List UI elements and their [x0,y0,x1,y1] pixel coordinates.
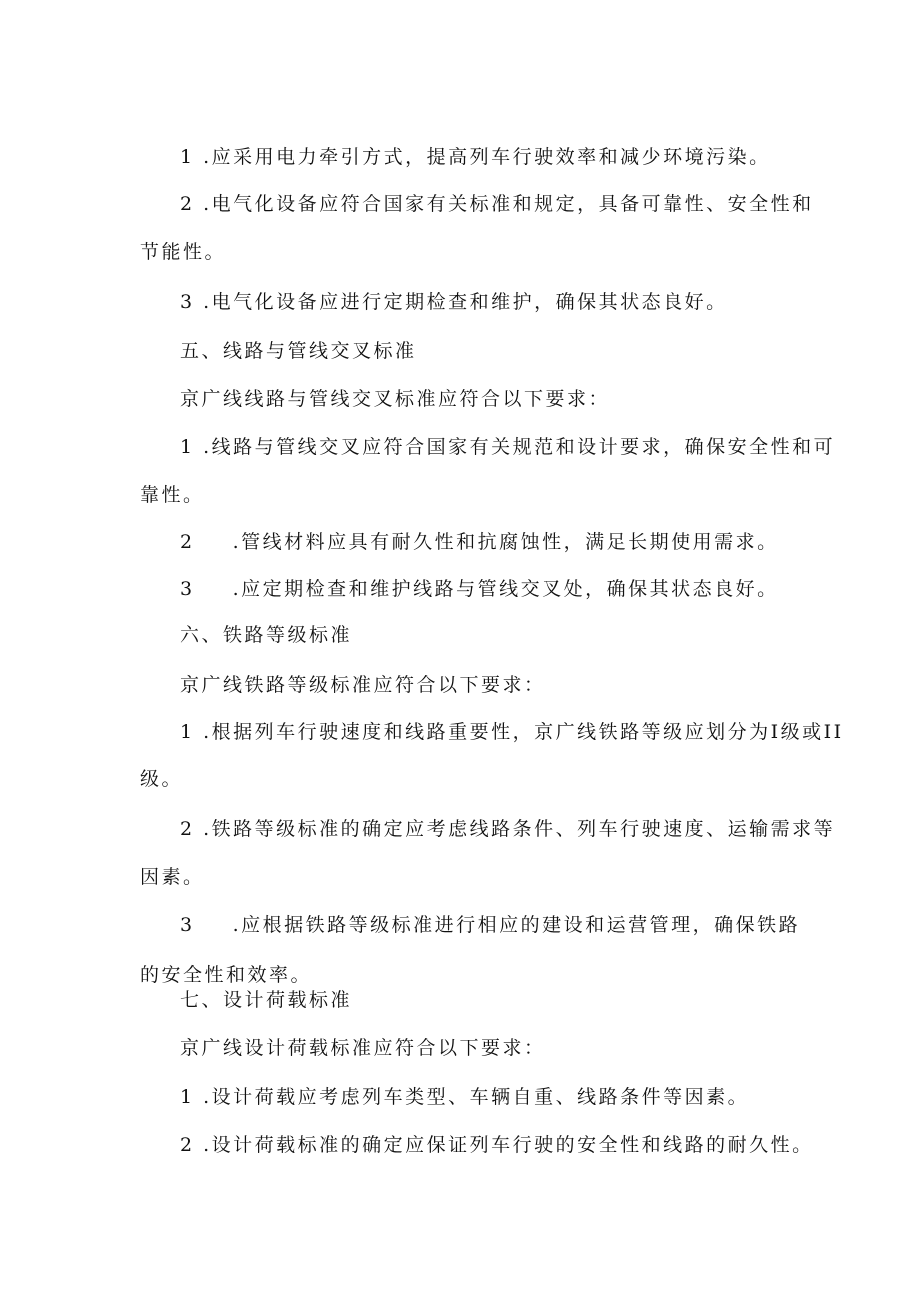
paragraph-electrical-equipment-maintenance: 3 .电气化设备应进行定期检查和维护，确保其状态良好。 [180,291,728,313]
item-number: 3 [180,578,195,600]
paragraph-railway-grade-classification-cont: 级。 [140,768,184,790]
section-heading-6: 六、铁路等级标准 [180,624,353,646]
paragraph-grade-management-cont: 的安全性和效率。 [140,964,313,986]
paragraph-railway-grade-classification: 1 .根据列车行驶速度和线路重要性，京广线铁路等级应划分为I级或II [180,721,844,743]
section-6-intro: 京广线铁路等级标准应符合以下要求： [180,674,546,696]
paragraph-grade-factors: 2 .铁路等级标准的确定应考虑线路条件、列车行驶速度、运输需求等 [180,818,836,840]
item-text: .管线材料应具有耐久性和抗腐蚀性，满足长期使用需求。 [232,531,779,553]
section-heading-5: 五、线路与管线交叉标准 [180,340,417,362]
paragraph-design-load-standard: 2 .设计荷载标准的确定应保证列车行驶的安全性和线路的耐久性。 [180,1134,814,1156]
paragraph-crossing-maintenance [180,577,779,601]
paragraph-pipeline-materials [180,530,779,554]
paragraph-electrical-equipment-standard: 2 .电气化设备应符合国家有关标准和规定，具备可靠性、安全性和 [180,193,814,215]
paragraph-electric-traction: 1 .应采用电力牵引方式，提高列车行驶效率和减少环境污染。 [180,146,771,168]
paragraph-grade-management [180,913,800,937]
item-number: 3 [180,914,195,936]
paragraph-crossing-regulations-cont: 靠性。 [140,484,205,506]
section-5-intro: 京广线线路与管线交叉标准应符合以下要求： [180,388,611,410]
item-text: .应根据铁路等级标准进行相应的建设和运营管理，确保铁路 [232,914,801,936]
section-heading-7: 七、设计荷载标准 [180,989,353,1011]
section-7-intro: 京广线设计荷载标准应符合以下要求： [180,1037,546,1059]
item-number: 2 [180,531,195,553]
paragraph-crossing-regulations: 1 .线路与管线交叉应符合国家有关规范和设计要求，确保安全性和可 [180,436,836,458]
paragraph-grade-factors-cont: 因素。 [140,866,205,888]
item-text: .应定期检查和维护线路与管线交叉处，确保其状态良好。 [232,578,779,600]
paragraph-design-load-factors: 1 .设计荷载应考虑列车类型、车辆自重、线路条件等因素。 [180,1086,750,1108]
paragraph-electrical-equipment-standard-cont: 节能性。 [140,241,227,263]
